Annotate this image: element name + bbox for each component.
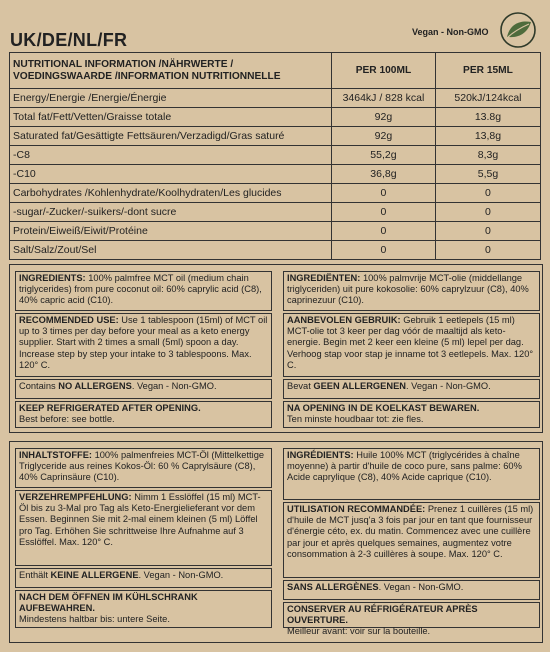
allergen-prefix: Bevat (287, 381, 314, 391)
row-per100: 0 (331, 222, 435, 241)
row-per15: 0 (435, 203, 540, 222)
storage-box-de (15, 590, 272, 628)
allergen-box-fr (283, 580, 540, 600)
table-row (10, 222, 541, 241)
storage-box-nl (283, 401, 540, 428)
row-per15: 5,5g (435, 165, 540, 184)
allergen-box-en (15, 379, 272, 399)
header-col-per100: PER 100ML (331, 53, 435, 89)
allergen-suffix: . Vegan - Non-GMO. (138, 570, 224, 580)
column-fr (283, 448, 540, 637)
usage-box-de (15, 490, 272, 566)
storage-text: Meilleur avant: voir sur la bouteille. (287, 626, 431, 637)
allergen-suffix: . Vegan - Non-GMO. (131, 381, 217, 391)
table-row (10, 203, 541, 222)
column-de (15, 448, 272, 630)
row-per100: 0 (331, 203, 435, 222)
row-per15: 0 (435, 241, 540, 260)
header-col-per15: PER 15ML (435, 53, 540, 89)
table-row (10, 165, 541, 184)
row-label: Carbohydrates /Kohlenhydrate/Koolhydraten/Les glucides (10, 184, 332, 203)
ingredients-box-nl (283, 271, 540, 311)
allergen-bold: GEEN ALLERGENEN (313, 381, 406, 391)
table-row (10, 146, 541, 165)
usage-box-en (15, 313, 272, 377)
leaf-circle-icon (498, 10, 538, 50)
usage-label: VERZEHREMPFEHLUNG: (19, 492, 132, 502)
allergen-box-nl (283, 379, 540, 399)
storage-text: Best before: see bottle. (19, 414, 115, 425)
info-section-en-nl (9, 264, 543, 433)
allergen-box-de (15, 568, 272, 588)
usage-box-nl (283, 313, 540, 377)
allergen-prefix: Enthält (19, 570, 51, 580)
header-col-nutrition: NUTRITIONAL INFORMATION /NÄHRWERTE / VOEDINGSWAARDE /INFORMATION NUTRITIONNELLE (10, 53, 332, 89)
usage-text: Nimm 1 Esslöffel (15 ml) MCT-Öl bis zu 3-Mal pro Tag als Keto-Energielieferant vor dem Essen. Beginnen Sie mit 2-mal einem kleinen (5 ml) Löffel pro Tag. Erhöhen Sie schrittweise Ihre Aufnahme auf 3 Esslöffel. Max. 120° C. (19, 492, 261, 547)
row-per100: 92g (331, 108, 435, 127)
row-per100: 92g (331, 127, 435, 146)
row-per15: 8,3g (435, 146, 540, 165)
column-en (15, 271, 272, 430)
vegan-label: Vegan - Non-GMO (412, 27, 489, 37)
storage-text: Ten minste houdbaar tot: zie fles. (287, 414, 424, 425)
nutrition-table (9, 52, 541, 260)
ingredients-box-de (15, 448, 272, 488)
ingredients-label: INGREDIENTS: (19, 273, 86, 283)
row-per100: 0 (331, 184, 435, 203)
allergen-suffix: . Vegan - Non-GMO. (378, 582, 464, 592)
row-label: Total fat/Fett/Vetten/Graisse totale (10, 108, 332, 127)
ingredients-label: INGREDIËNTEN: (287, 273, 361, 283)
info-section-de-fr (9, 441, 543, 643)
page-title: UK/DE/NL/FR (10, 30, 128, 50)
ingredients-box-en (15, 271, 272, 311)
usage-label: UTILISATION RECOMMANDÉE: (287, 504, 426, 514)
usage-text: Gebruik 1 eetlepels (15 ml) MCT-olie tot 3 keer per dag vóór de maaltijd als keto-energie. Begin met 2 keer een kleine (5 ml) lepel per dag. Verhoog stap voor stap je inname tot 3 eetlepels. Max. 120° C. (287, 315, 534, 370)
row-per100: 3464kJ / 828 kcal (331, 89, 435, 108)
ingredients-text: 100% palmvrije MCT-olie (middellange triglyceriden) uit pure kokosolie: 60% caprylzuur (C8), 40% caprinezuur (C10). (287, 273, 529, 306)
table-row (10, 241, 541, 260)
row-label: -sugar/-Zucker/-suikers/-dont sucre (10, 203, 332, 222)
allergen-suffix: . Vegan - Non-GMO. (406, 381, 491, 391)
ingredients-text: Huile 100% MCT (triglycérides à chaîne moyenne) à partir d'huile de coco pure, sans palme: 60% Acide caprylique (C8), 40% Acide caprique (C10). (287, 450, 522, 483)
storage-box-fr (283, 602, 540, 637)
usage-label: AANBEVOLEN GEBRUIK: (287, 315, 401, 325)
allergen-bold: KEINE ALLERGENE (50, 570, 139, 580)
row-per100: 0 (331, 241, 435, 260)
usage-box-fr (283, 502, 540, 578)
row-per15: 520kJ/124kcal (435, 89, 540, 108)
row-label: Protein/Eiweiß/Eiwit/Protéine (10, 222, 332, 241)
storage-bold: NACH DEM ÖFFNEN IM KÜHLSCHRANK AUFBEWAHREN. (19, 592, 198, 614)
ingredients-text: 100% palmenfreies MCT-Öl (Mittelkettige Triglyceride aus reines Kokos-Öl: 60 % Caprylsäure (C8), 40% Caprinsäure (C10). (19, 450, 265, 483)
row-per15: 13,8g (435, 127, 540, 146)
storage-bold: KEEP REFRIGERATED AFTER OPENING. (19, 403, 201, 413)
row-label: -C10 (10, 165, 332, 184)
table-row (10, 89, 541, 108)
row-per100: 36,8g (331, 165, 435, 184)
allergen-bold: NO ALLERGENS (58, 381, 132, 391)
row-label: -C8 (10, 146, 332, 165)
table-row (10, 127, 541, 146)
storage-text: Mindestens haltbar bis: untere Seite. (19, 614, 170, 625)
column-nl (283, 271, 540, 430)
row-label: Salt/Salz/Zout/Sel (10, 241, 332, 260)
allergen-prefix: Contains (19, 381, 59, 391)
row-per100: 55,2g (331, 146, 435, 165)
usage-text: Prenez 1 cuillères (15 ml) d'huile de MCT jusq'a 3 fois par jour en tant que fournisseur d'énergie céto, ex. du matin. Commencez avec une cuillère par jour et après quelques semaines, augmentez votre consommation à 2-3 cuillères à soupe. Max. 120° C. (287, 504, 534, 559)
row-label: Saturated fat/Gesättigte Fettsäuren/Verzadigd/Gras saturé (10, 127, 332, 146)
row-per15: 0 (435, 184, 540, 203)
row-label: Energy/Energie /Energie/Énergie (10, 89, 332, 108)
storage-bold: CONSERVER AU RÉFRIGÉRATEUR APRÈS OUVERTURE. (287, 604, 478, 626)
table-row (10, 108, 541, 127)
storage-bold: NA OPENING IN DE KOELKAST BEWAREN. (287, 403, 480, 413)
nutrition-table-header (10, 53, 541, 89)
usage-text: Use 1 tablespoon (15ml) of MCT oil up to 3 times per day before your meal as a keto energy supplier. Start with 2 times a small (5ml) spoon a day. Increase step by step your intake to 3 tablespoons. Max. 120° C. (19, 315, 268, 370)
ingredients-text: 100% palmfree MCT oil (medium chain triglycerides) from pure coconut oil: 60% caprylic acid (C8), 40% capric acid (C10). (19, 273, 262, 306)
table-row (10, 184, 541, 203)
usage-label: RECOMMENDED USE: (19, 315, 119, 325)
ingredients-box-fr (283, 448, 540, 500)
row-per15: 0 (435, 222, 540, 241)
storage-box-en (15, 401, 272, 428)
row-per15: 13.8g (435, 108, 540, 127)
allergen-bold: SANS ALLERGÈNES (287, 582, 379, 592)
ingredients-label: INGRÉDIENTS: (287, 450, 354, 460)
ingredients-label: INHALTSTOFFE: (19, 450, 92, 460)
